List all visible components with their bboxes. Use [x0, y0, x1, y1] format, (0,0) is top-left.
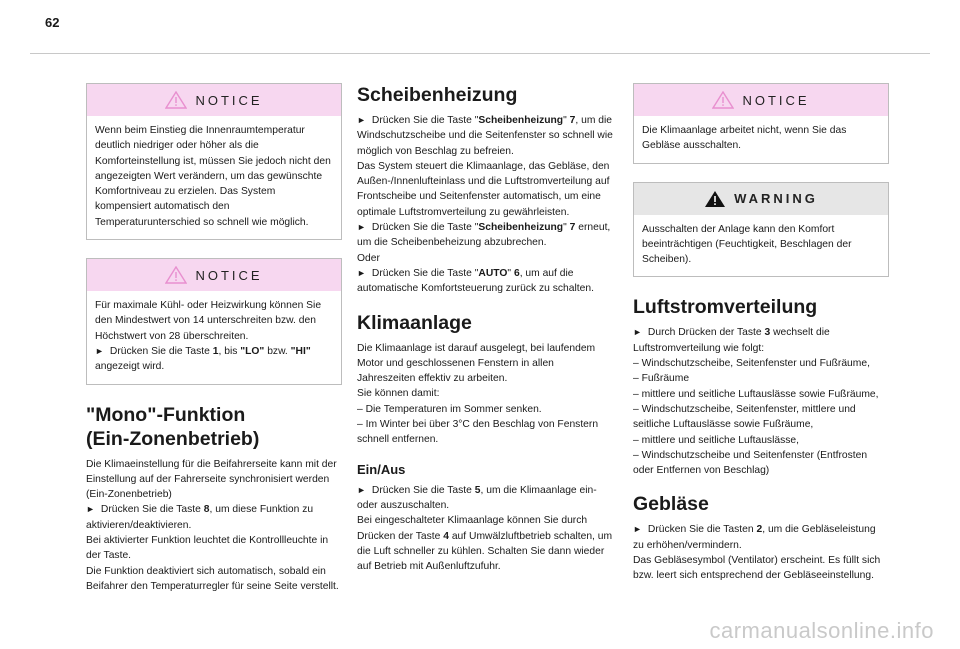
text-fragment: Drücken Sie die Taste — [100, 504, 204, 516]
notice-text: Wenn beim Einstieg die Innenraumtemperatur deutlich niedriger oder höher als die Komforteinstellung ist, müssen Sie jedoch nicht den angezeigten Wert verändern, um das gewünschte Komfortniveau zu erzielen. Das System kompensiert automatisch den Temperaturunterschied so schnell wie möglich. — [95, 125, 331, 228]
instruction — [357, 483, 613, 514]
notice-title: NOTICE — [195, 267, 263, 283]
warning-triangle-icon — [165, 91, 187, 109]
text-fragment: bzw. — [264, 345, 291, 357]
hi-label: "HI" — [290, 345, 311, 357]
text-fragment: auf Umwälzluftbetrieb schalten, um die Luft schneller zu kühlen. Schalten Sie dann wieder auf Betrieb mit Außenluftzufuhr. — [357, 530, 613, 573]
heading-line: (Ein-Zonenbetrieb) — [86, 427, 260, 450]
instruction — [633, 325, 889, 356]
notice-title: NOTICE — [195, 92, 263, 108]
list-item: – Windschutzscheibe und Seitenfenster (Entfrosten oder Entfernen von Beschlag) — [633, 449, 868, 477]
notice-box-1 — [86, 83, 342, 240]
notice-box-3 — [633, 83, 889, 164]
list-item: – mittlere und seitliche Luftauslässe, — [633, 434, 799, 446]
key-label: Scheibenheizung — [478, 115, 564, 126]
column-3 — [633, 83, 889, 598]
list-item: – Windschutzscheibe, Seitenfenster und Fußräume, — [633, 358, 870, 370]
text-fragment: , um diese Funktion zu aktivieren/deaktivieren. — [86, 504, 314, 531]
lo-label: "LO" — [240, 345, 265, 357]
notice-text: Die Klimaanlage arbeitet nicht, wenn Sie das Gebläse ausschalten. — [642, 125, 847, 152]
heading-line: "Mono"-Funktion — [86, 403, 246, 426]
paragraph: Die Klimaeinstellung für die Beifahrerseite kann mit der Einstellung auf der Fahrerseite synchronisiert werden (Ein-Zonenbetrieb) — [86, 458, 337, 501]
key-label: AUTO — [478, 267, 508, 279]
paragraph: Die Klimaanlage ist darauf ausgelegt, bei laufendem Motor und geschlossenen Fenstern in allen Jahreszeiten effektiv zu arbeiten. — [357, 342, 596, 385]
key-number: 7 — [569, 115, 576, 126]
section-heading: Klimaanlage — [357, 311, 472, 334]
text-fragment: angezeigt wird. — [95, 361, 165, 373]
text-fragment: " — [507, 267, 514, 279]
text-fragment: , um die Windschutzscheibe und die Seitenfenster so schnell wie möglich von Beschlag zu befreien. — [357, 115, 613, 157]
page-number: 62 — [45, 15, 60, 30]
key-number: 8 — [203, 504, 210, 516]
text-fragment: wechselt die Luftstromverteilung wie folgt: — [633, 327, 830, 354]
key-number: 3 — [764, 327, 771, 339]
scheibenheizung-section — [357, 83, 613, 297]
list-item: – Fußräume — [633, 373, 690, 385]
notice-text — [87, 291, 341, 383]
notice-header — [87, 259, 341, 291]
notice-header — [634, 84, 888, 116]
text-fragment: Drücken Sie die Tasten — [647, 524, 757, 536]
key-number: 5 — [474, 484, 481, 496]
notice-instruction — [95, 344, 333, 375]
paragraph: Bei aktivierter Funktion leuchtet die Kontrollleuchte in der Taste. — [86, 535, 329, 562]
notice-paragraph: Für maximale Kühl- oder Heizwirkung können Sie den Mindestwert von 14 unterschreiten bzw. den Höchstwert von 28 überschreiten. — [95, 300, 322, 342]
paragraph — [357, 513, 613, 574]
key-number: 1 — [212, 345, 219, 357]
warning-triangle-icon — [704, 190, 726, 208]
paragraph: Die Funktion deaktiviert sich automatisch, sobald ein Beifahrer den Temperaturregler für seine Seite verstellt. — [86, 565, 339, 592]
warning-triangle-icon — [712, 91, 734, 109]
notice-header — [87, 84, 341, 116]
text-fragment: Drücken Sie die Taste " — [371, 115, 479, 126]
list-item: – Die Temperaturen im Sommer senken. — [357, 403, 542, 415]
paragraph: Das Gebläsesymbol (Ventilator) erscheint. Es füllt sich bzw. leert sich entsprechend der Gebläseeinstellung. — [633, 555, 881, 582]
warning-text: Ausschalten der Anlage kann den Komfort beeinträchtigen (Feuchtigkeit, Beschlagen der Scheiben). — [642, 223, 852, 266]
paragraph: Das System steuert die Klimaanlage, das Gebläse, den Außen-/Innenlufteinlass und die Luftstromverteilung auf Frontscheibe und Seitenfenster automatisch, um eine optimale Luftstromverteilung zu gewährleisten. — [357, 160, 610, 218]
text-fragment: Drücken Sie die Taste " — [371, 267, 479, 279]
text-fragment: Drücken Sie die Taste — [109, 345, 213, 357]
geblaese-section — [633, 492, 889, 583]
text-fragment: " — [563, 115, 570, 126]
text-fragment: Durch Drücken der Taste — [647, 327, 765, 339]
section-heading: Gebläse — [633, 493, 709, 516]
top-divider — [30, 53, 930, 54]
text-fragment: Drücken Sie die Taste " — [371, 222, 479, 234]
warning-title: WARNING — [734, 191, 818, 207]
list-item: – Im Winter bei über 3°C den Beschlag von Fenstern schnell entfernen. — [357, 419, 599, 446]
section-heading: Luftstromverteilung — [633, 296, 818, 319]
key-number: 7 — [569, 222, 576, 234]
klimaanlage-section — [357, 311, 613, 448]
text-fragment: , um die Gebläseleistung zu erhöhen/vermindern. — [633, 524, 876, 551]
text-fragment: , um auf die automatische Komfortsteuerung zurück zu schalten. — [357, 267, 594, 295]
section-heading: Scheibenheizung — [357, 84, 518, 106]
column-1 — [86, 83, 342, 608]
text-fragment: " — [563, 222, 570, 234]
key-number: 4 — [443, 530, 449, 542]
instruction — [633, 522, 889, 553]
paragraph: Sie können damit: — [357, 388, 440, 400]
list-item: – Windschutzscheibe, Seitenfenster, mittlere und seitliche Luftauslässe sowie Fußräume, — [633, 403, 856, 431]
text-fragment: erneut, um die Scheibenbeheizung abzubrechen. — [357, 222, 611, 249]
warning-header — [634, 183, 888, 215]
text-fragment: Bei eingeschalteter Klimaanlage können Sie durch Drücken der Taste — [357, 515, 588, 542]
instruction — [86, 502, 342, 533]
warning-box — [633, 182, 889, 278]
key-number: 6 — [513, 267, 520, 279]
text-fragment: , bis — [218, 345, 241, 357]
subsection-heading: Ein/Aus — [357, 461, 406, 477]
instruction — [357, 113, 613, 159]
mono-section — [86, 403, 342, 595]
paragraph: Oder — [357, 252, 380, 264]
key-label: Scheibenheizung — [478, 222, 564, 234]
instruction — [357, 220, 613, 251]
section-heading — [86, 403, 342, 451]
instruction — [357, 266, 613, 297]
list-item: – mittlere und seitliche Luftauslässe sowie Fußräume, — [633, 388, 879, 400]
column-2 — [357, 83, 613, 588]
notice-title: NOTICE — [742, 92, 810, 108]
text-fragment: , um die Klimaanlage ein- oder auszuschalten. — [357, 484, 597, 511]
key-number: 2 — [756, 524, 763, 536]
text-fragment: Drücken Sie die Taste — [371, 484, 475, 496]
watermark: carmanualsonline.info — [709, 618, 934, 643]
luftstromverteilung-section — [633, 295, 889, 478]
notice-box-2 — [86, 258, 342, 384]
ein-aus-section — [357, 462, 613, 575]
warning-triangle-icon — [165, 266, 187, 284]
